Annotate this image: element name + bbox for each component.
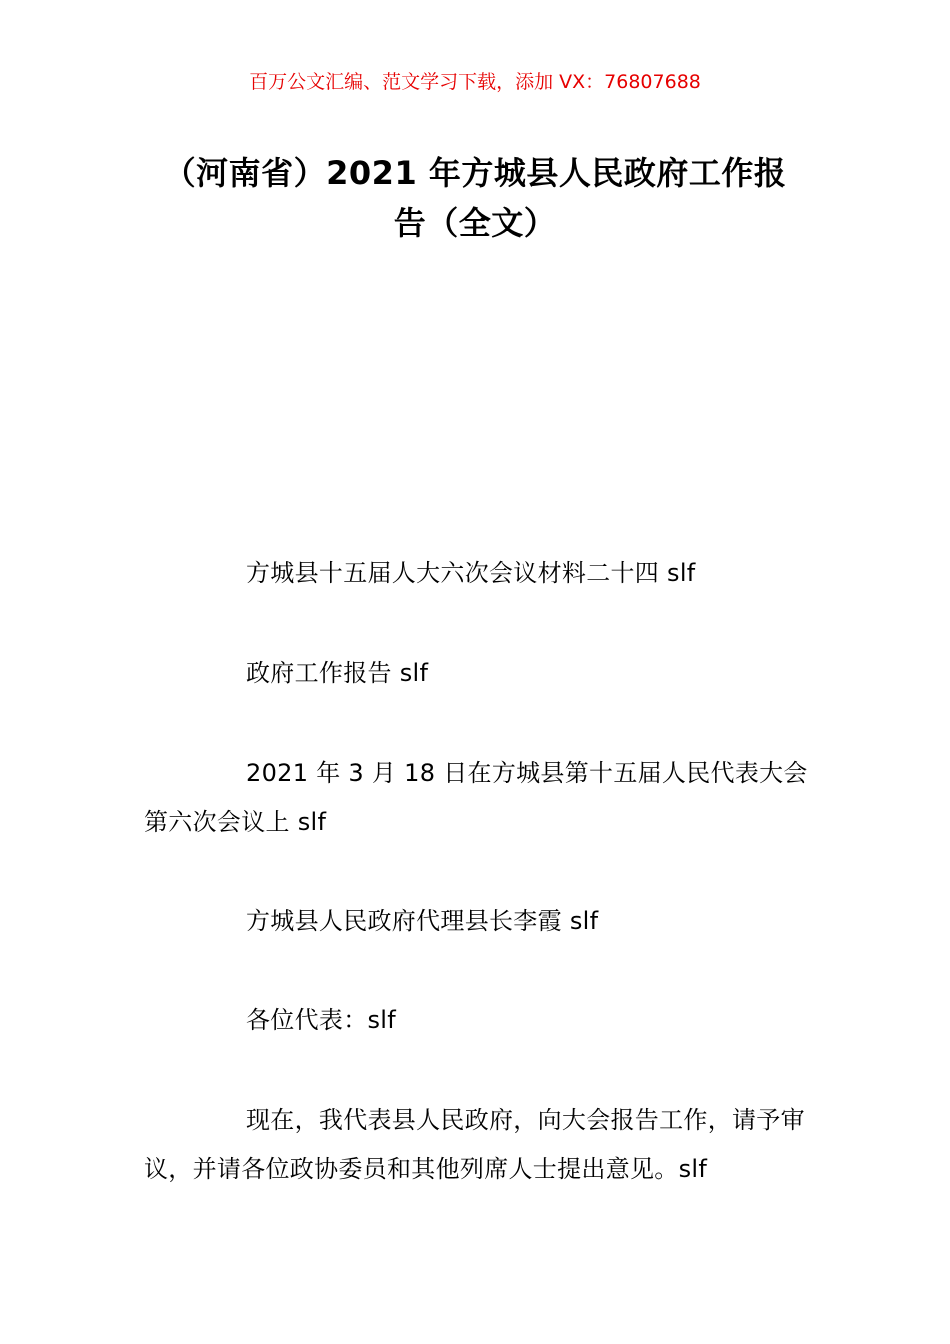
- opening-paragraph: 现在，我代表县人民政府，向大会报告工作，请予审议，并请各位政协委员和其他列席人士提出意见。slf: [144, 1106, 805, 1183]
- report-name-line: 政府工作报告 slf: [246, 659, 429, 687]
- meeting-material-line: 方城县十五届人大六次会议材料二十四 slf: [246, 559, 696, 587]
- document-title: [140, 148, 810, 248]
- date-venue-paragraph: 2021 年 3 月 18 日在方城县第十五届人民代表大会第六次会议上 slf: [144, 759, 808, 836]
- title-line-2: 告（全文）: [393, 204, 557, 242]
- salutation-line: 各位代表：slf: [246, 1006, 397, 1034]
- promo-header-note: 百万公文汇编、范文学习下载，添加 VX：76807688: [249, 71, 701, 93]
- title-line-1: （河南省）2021 年方城县人民政府工作报: [163, 154, 787, 192]
- speaker-line: 方城县人民政府代理县长李霞 slf: [246, 907, 599, 935]
